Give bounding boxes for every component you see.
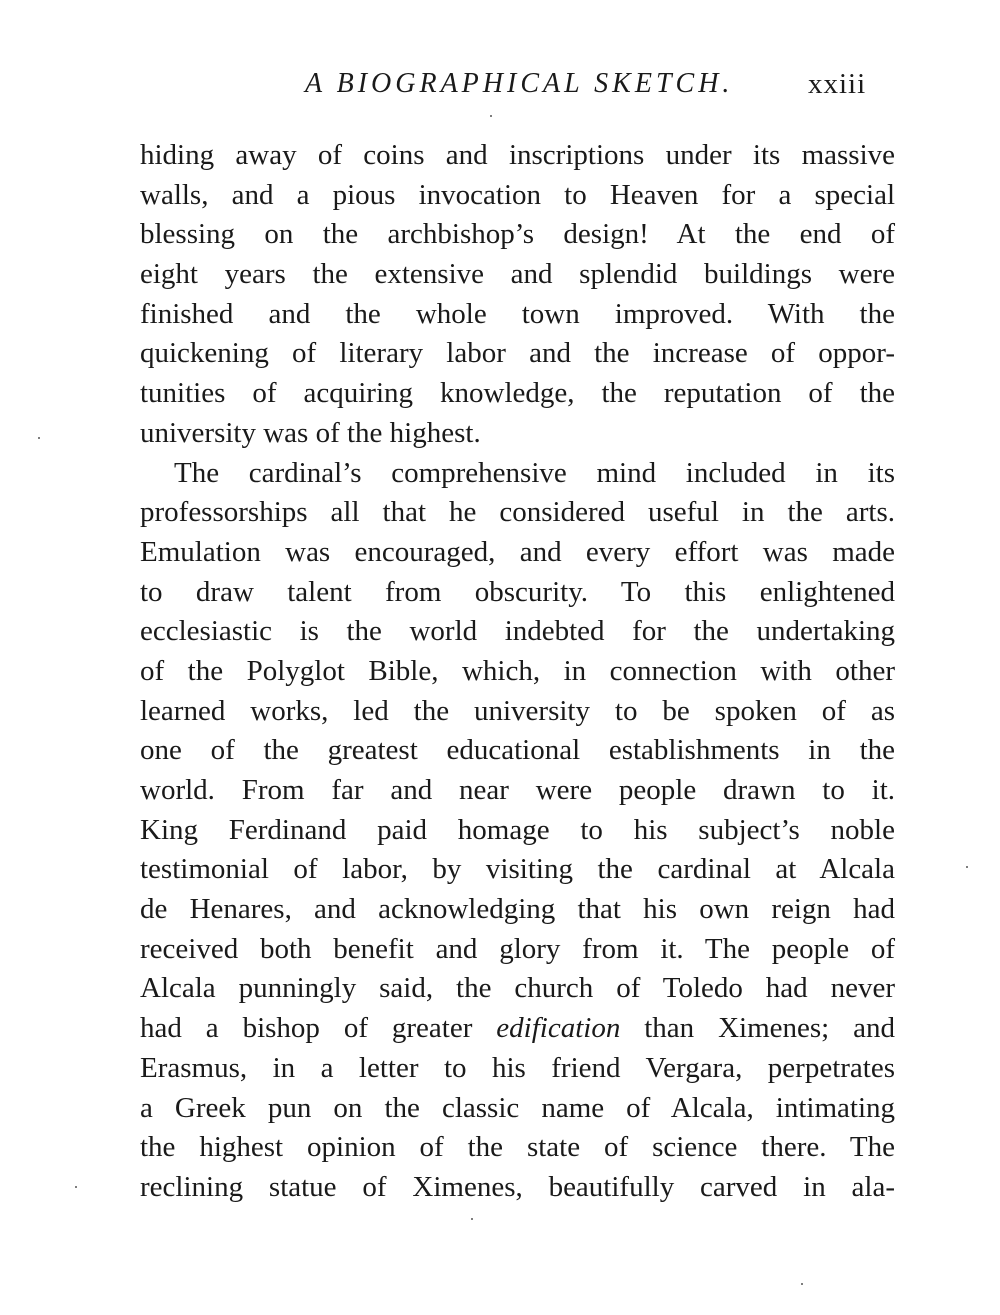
text-line: quickening of literary labor and the increase of oppor- xyxy=(140,337,895,370)
italic-word-edification: edification xyxy=(496,1012,621,1045)
text-line: one of the greatest educational establishments in the xyxy=(140,734,895,767)
text-line: The cardinal’s comprehensive mind included in its xyxy=(174,456,895,489)
text-line: walls, and a pious invocation to Heaven for a special xyxy=(140,178,895,211)
text-line: eight years the extensive and splendid buildings were xyxy=(140,258,895,291)
text-line: world. From far and near were people drawn to it. xyxy=(140,774,895,806)
text-line: tunities of acquiring knowledge, the reputation of the xyxy=(140,377,895,410)
text-line: to draw talent from obscurity. To this enlightened xyxy=(140,575,895,608)
text-line: university was of the highest. xyxy=(140,416,481,449)
text-line: received both benefit and glory from it. The people of xyxy=(140,932,895,965)
scan-speck xyxy=(75,1186,77,1188)
line-segment: than Ximenes; and xyxy=(644,1012,896,1045)
scan-speck xyxy=(471,1218,473,1220)
line-segment: had a bishop of greater xyxy=(140,1012,473,1045)
scan-speck xyxy=(490,115,492,117)
text-line: learned works, led the university to be spoken of as xyxy=(140,694,895,727)
text-line: testimonial of labor, by visiting the cardinal at Alcala xyxy=(140,853,895,886)
text-line: blessing on the archbishop’s design! At the end of xyxy=(140,218,895,251)
text-line: Emulation was encouraged, and every effort was made xyxy=(140,535,895,568)
text-line: of the Polyglot Bible, which, in connection with other xyxy=(140,654,895,687)
text-line: reclining statue of Ximenes, beautifully carved in ala- xyxy=(140,1170,895,1203)
text-line: Erasmus, in a letter to his friend Vergara, perpetrates xyxy=(140,1051,895,1084)
text-line: finished and the whole town improved. With the xyxy=(140,297,895,330)
text-line-edification xyxy=(140,1009,895,1049)
paragraph-2 xyxy=(140,454,895,1208)
text-line: a Greek pun on the classic name of Alcala, intimating xyxy=(140,1091,895,1124)
body-text xyxy=(140,136,895,1208)
text-line: the highest opinion of the state of science there. The xyxy=(140,1131,895,1164)
paragraph-1 xyxy=(140,136,895,454)
scan-speck xyxy=(966,866,968,868)
running-title: A BIOGRAPHICAL SKETCH. xyxy=(305,68,734,99)
text-line: King Ferdinand paid homage to his subject’s noble xyxy=(140,813,895,846)
text-line: de Henares, and acknowledging that his own reign had xyxy=(140,893,895,926)
page-number: xxiii xyxy=(808,68,867,100)
text-line: hiding away of coins and inscriptions under its massive xyxy=(140,139,895,171)
scan-speck xyxy=(38,437,40,439)
scan-speck xyxy=(801,1283,803,1285)
page-header xyxy=(0,68,1000,108)
text-line: professorships all that he considered useful in the arts. xyxy=(140,496,895,529)
text-line: Alcala punningly said, the church of Toledo had never xyxy=(140,972,895,1005)
text-line: ecclesiastic is the world indebted for the undertaking xyxy=(140,615,895,648)
